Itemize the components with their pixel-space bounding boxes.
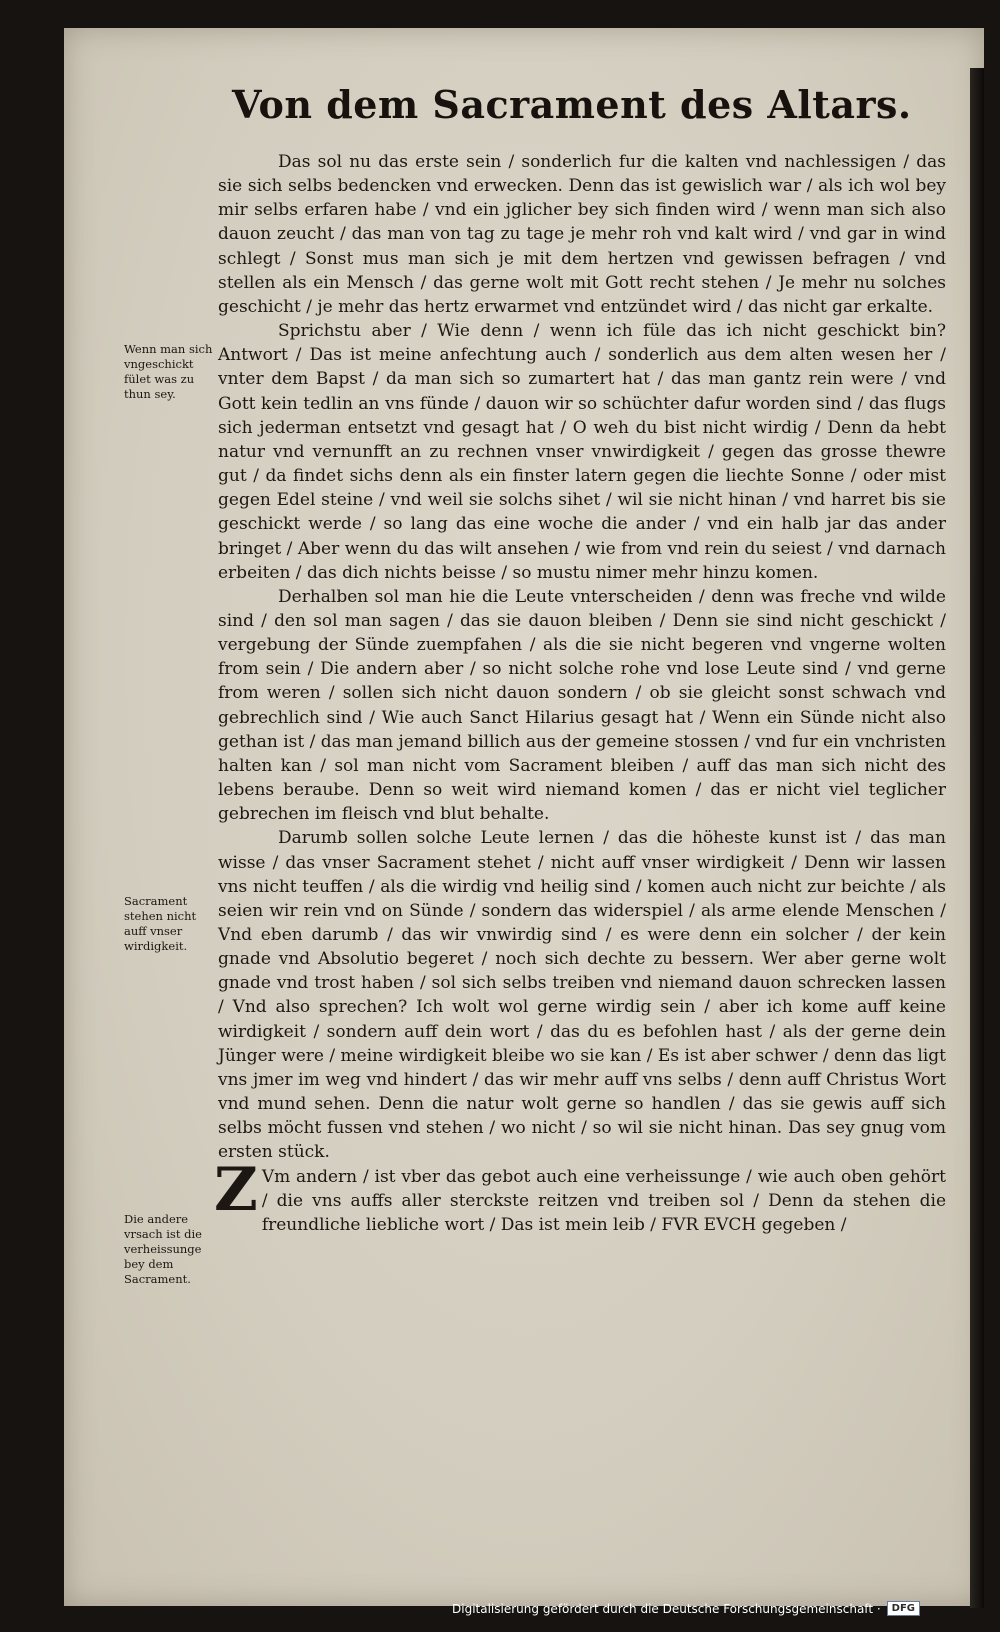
dfg-logo: DFG bbox=[887, 1601, 920, 1616]
paragraph-2: Sprichstu aber / Wie denn / wenn ich füle das ich nicht geschickt bin? Antwort / Das ist meine anfechtung auch / sonderlich aus dem alten wesen her / vnter dem Bapst / da man sich so zumartert hat / das man gantz rein were / vnd Gott kein tedlin an vns fünde / dauon wir so schüchter dafur worden sind / das flugs sich jederman entsetzt vnd gesagt hat / O weh du bist nicht wirdig / Denn da hebt natur vnd vernunfft an zu rechnen vnser vnwirdigkeit / gegen das grosse thewre gut / da findet sichs denn als ein finster latern gegen die liechte Sonne / oder mist gegen Edel steine / vnd weil sie solchs sihet / wil sie nicht hinan / vnd harret bis sie geschickt werde / so lang das eine woche die ander / vnd ein halb jar das ander bringet / Aber wenn du das wilt ansehen / wie from vnd rein du seiest / vnd darnach erbeiten / das dich nichts beisse / so mustu nimer mehr hinzu komen. bbox=[218, 321, 946, 583]
digitization-credit bbox=[452, 1601, 920, 1616]
drop-cap: Z bbox=[214, 1154, 258, 1225]
paragraph-5-text: Vm andern / ist vber das gebot auch eine verheissunge / wie auch oben gehört / die vns auffs aller sterckste reitzen vnd treiben sol / Denn da stehen die freundliche liebliche wort / Das ist mein leib / FVR EVCH gegeben / bbox=[261, 1166, 946, 1235]
paragraph-4: Darumb sollen solche Leute lernen / das die höheste kunst ist / das man wisse / das vnser Sacrament stehet / nicht auff vnser wirdigkeit / Denn wir lassen vns nicht teuffen / als die wirdig vnd heilig sind / komen auch nicht zur beichte / als seien wir rein vnd on Sünde / sondern das widerspiel / als arme elende Menschen / Vnd eben darumb / das wir vnwirdig sind / es were denn ein solcher / der kein gnade vnd Absolutio begeret / noch sich dechte zu bessern. Wer aber gerne wolt gnade vnd trost haben / sol sich selbs treiben vnd niemand dauon schrecken lassen / Vnd also sprechen? Ich wolt wol gerne wirdig sein / aber ich kome auff keine wirdigkeit / sondern auff dein wort / das du es befohlen hast / als der gerne dein Jünger were / meine wirdigkeit bleibe wo sie kan / Es ist aber schwer / denn das ligt vns jmer im weg vnd hindert / das wir mehr auff vns selbs / denn auff Christus Wort vnd mund sehen. Denn die natur wolt gerne so handlen / das sie gewis auff sich selbs möcht fussen vnd stehen / wo nicht / so wil sie nicht hinan. Das sey gnug vom ersten stück. bbox=[218, 828, 946, 1163]
page-title: Von dem Sacrament des Altars. bbox=[232, 82, 912, 127]
body-text bbox=[214, 150, 946, 1237]
margin-note-3: Die andere vrsach ist die verheissunge bey dem Sacrament. bbox=[124, 1212, 202, 1286]
paragraph-5 bbox=[214, 1154, 946, 1237]
facing-page-edge bbox=[970, 68, 984, 1608]
margin-note-1: Wenn man sich vngeschickt fület was zu thun sey. bbox=[124, 342, 213, 401]
paragraph-1: Das sol nu das erste sein / sonderlich fur die kalten vnd nachlessigen / das sie sich selbs bedencken vnd erwecken. Denn das ist gewislich war / als ich wol bey mir selbs erfaren habe / vnd ein jglicher bey sich finden wird / wenn man sich also dauon zeucht / das man von tag zu tage je mehr roh vnd kalt wird / vnd gar in wind schlegt / Sonst mus man sich je mit dem hertzen vnd gewissen befragen / vnd stellen als ein Mensch / das gerne wolt mit Gott recht stehen / Je mehr nu solches geschicht / je mehr das hertz erwarmet vnd entzündet wird / das nicht gar erkalte. bbox=[218, 152, 946, 317]
margin-note-2: Sacrament stehen nicht auff vnser wirdigkeit. bbox=[124, 894, 197, 953]
credit-text: Digitalisierung gefördert durch die Deutsche Forschungsgemeinschaft · bbox=[452, 1601, 881, 1616]
paragraph-3: Derhalben sol man hie die Leute vnterscheiden / denn was freche vnd wilde sind / den sol man sagen / das sie dauon bleiben / Denn sie sind nicht geschickt / vergebung der Sünde zuempfahen / als die sie nicht begeren vnd vngerne wolten from sein / Die andern aber / so nicht solche rohe vnd lose Leute sind / vnd gerne from weren / sollen sich nicht dauon sondern / ob sie gleicht sonst schwach vnd gebrechlich sind / Wie auch Sanct Hilarius gesagt hat / Wenn ein Sünde nicht also gethan ist / das man jemand billich aus der gemeine stossen / vnd fur ein vnchristen halten kan / sol man nicht vom Sacrament bleiben / auff das man sich nicht des lebens beraube. Denn so weit wird niemand komen / das er nicht viel teglicher gebrechen im fleisch vnd blut behalte. bbox=[218, 586, 946, 825]
